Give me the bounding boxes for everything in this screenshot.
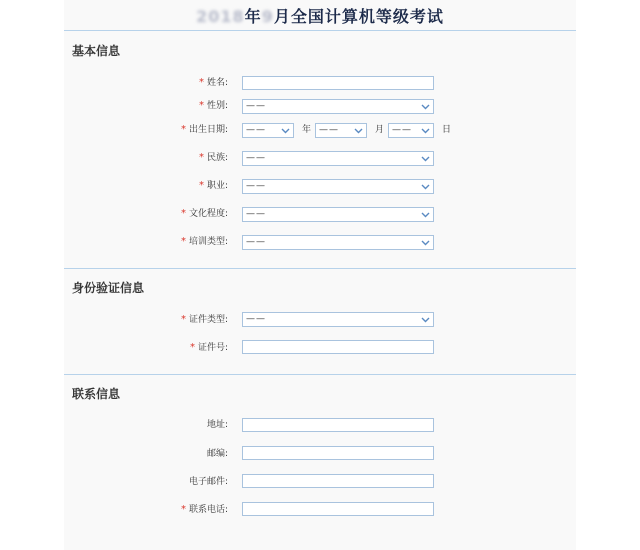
ethnicity-select-value: ——: [246, 153, 266, 163]
education-select[interactable]: [242, 207, 434, 222]
idtype-label-text: 证件类型:: [188, 315, 228, 325]
day-unit: 日: [442, 125, 452, 135]
idnum-input[interactable]: [242, 340, 434, 354]
chevron-down-icon: [420, 181, 431, 192]
chevron-down-icon: [420, 101, 431, 112]
gender-select[interactable]: [242, 99, 434, 114]
required-mark: *: [180, 314, 186, 325]
idtype-select[interactable]: [242, 312, 434, 327]
occupation-select-value: ——: [246, 181, 266, 191]
section-divider: [64, 374, 576, 375]
birthdate-label: [181, 122, 228, 138]
required-mark: *: [180, 504, 186, 515]
title-year-char: 年: [244, 7, 262, 26]
address-input[interactable]: [242, 418, 434, 432]
gender-label-text: 性别:: [206, 101, 228, 111]
gender-select-value: ——: [246, 101, 266, 111]
required-mark: *: [180, 208, 186, 219]
chevron-down-icon: [420, 209, 431, 220]
occupation-label-text: 职业:: [206, 181, 228, 191]
idnum-label-text: 证件号:: [197, 343, 228, 353]
section-divider: [64, 268, 576, 269]
name-label-text: 姓名:: [206, 78, 228, 88]
chevron-down-icon: [420, 125, 431, 136]
occupation-label: [199, 178, 228, 194]
training-label: [181, 234, 228, 250]
address-label: 地址:: [206, 420, 228, 430]
education-label: [181, 206, 228, 222]
training-select-value: ——: [246, 237, 266, 247]
idnum-label: [190, 340, 228, 356]
email-input[interactable]: [242, 474, 434, 488]
month-unit: 月: [375, 125, 385, 135]
ethnicity-select[interactable]: [242, 151, 434, 166]
title-divider: [64, 30, 576, 31]
postcode-input[interactable]: [242, 446, 434, 460]
birthdate-label-text: 出生日期:: [188, 125, 228, 135]
birth-month-select[interactable]: [315, 123, 367, 138]
required-mark: *: [198, 152, 204, 163]
education-select-value: ——: [246, 209, 266, 219]
birth-day-select[interactable]: [388, 123, 434, 138]
training-select[interactable]: [242, 235, 434, 250]
title-year-blurred: 2018: [196, 7, 245, 26]
title-rest: 月全国计算机等级考试: [273, 7, 444, 26]
year-unit: 年: [302, 125, 312, 135]
chevron-down-icon: [420, 153, 431, 164]
birth-year-select[interactable]: [242, 123, 294, 138]
name-input[interactable]: [242, 76, 434, 90]
section-title-contact: 联系信息: [72, 387, 121, 401]
required-mark: *: [198, 77, 204, 88]
birth-day-value: ——: [392, 125, 412, 135]
birth-month-value: ——: [319, 125, 339, 135]
required-mark: *: [198, 100, 204, 111]
required-mark: *: [180, 124, 186, 135]
email-label: 电子邮件:: [188, 477, 228, 487]
required-mark: *: [189, 342, 195, 353]
education-label-text: 文化程度:: [188, 209, 228, 219]
required-mark: *: [198, 180, 204, 191]
chevron-down-icon: [353, 125, 364, 136]
chevron-down-icon: [420, 237, 431, 248]
ethnicity-label: [199, 150, 228, 166]
occupation-select[interactable]: [242, 179, 434, 194]
page-title: [0, 4, 640, 27]
birth-year-value: ——: [246, 125, 266, 135]
ethnicity-label-text: 民族:: [206, 153, 228, 163]
phone-label-text: 联系电话:: [188, 505, 228, 515]
required-mark: *: [180, 236, 186, 247]
title-month-blurred: 9: [261, 7, 274, 26]
section-title-identity: 身份验证信息: [72, 281, 145, 295]
name-label: [199, 75, 228, 91]
phone-label: [181, 502, 228, 518]
postcode-label: 邮编:: [206, 449, 228, 459]
section-title-basic: 基本信息: [72, 44, 121, 58]
idtype-select-value: ——: [246, 314, 266, 324]
chevron-down-icon: [280, 125, 291, 136]
gender-label: [199, 98, 228, 114]
training-label-text: 培训类型:: [188, 237, 228, 247]
chevron-down-icon: [420, 314, 431, 325]
idtype-label: [181, 312, 228, 328]
phone-input[interactable]: [242, 502, 434, 516]
